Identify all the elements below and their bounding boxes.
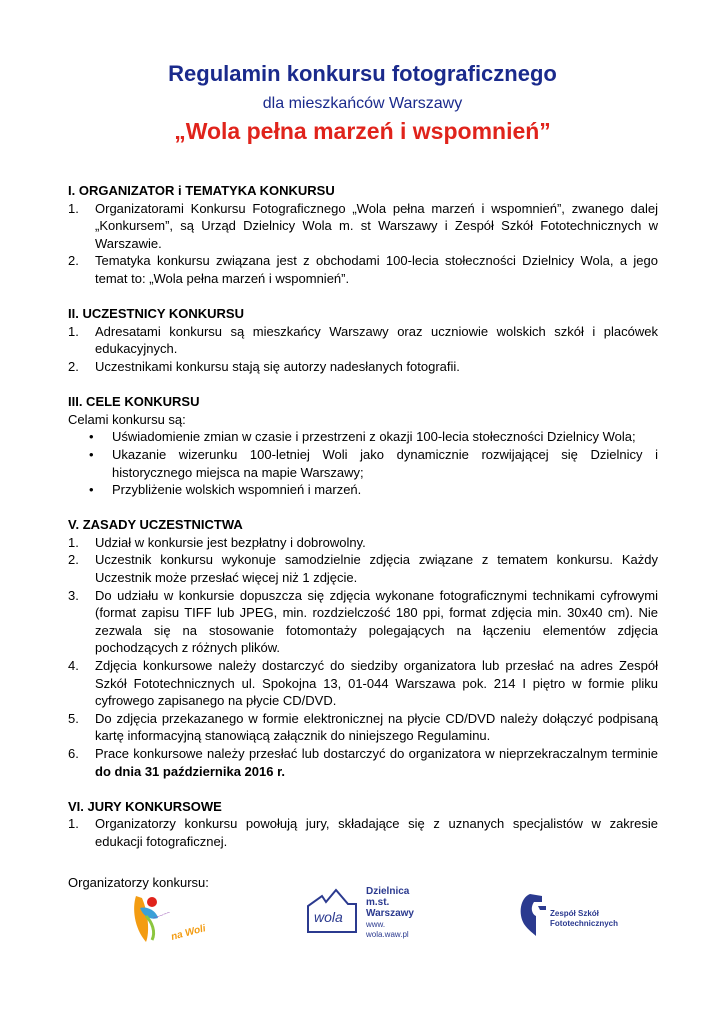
bullet-icon: •	[89, 482, 94, 498]
item-number: 4.	[68, 658, 79, 674]
logo2-line: wola.waw.pl	[366, 930, 409, 939]
item-number: 6.	[68, 746, 79, 761]
section-heading: I. ORGANIZATOR i TEMATYKA KONKURSU	[68, 183, 335, 198]
list-item	[68, 534, 658, 552]
logo2-line: www.	[366, 920, 386, 929]
list-item	[68, 323, 658, 358]
item-text: Tematyka konkursu związana jest z obchodami 100-lecia stołeczności Dzielnicy Wola, a jego temat to: „Wola pełna marzeń i wspomnień”.	[95, 253, 658, 286]
page-subtitle: dla mieszkańców Warszawy	[262, 95, 463, 112]
page-title: Regulamin konkursu fotograficznego	[168, 61, 557, 86]
item-number: 1.	[68, 323, 79, 339]
section-heading: II. UCZESTNICY KONKURSU	[68, 306, 244, 322]
zsf-emblem	[521, 894, 542, 936]
goals-list	[68, 428, 658, 498]
list-item	[68, 657, 658, 710]
item-text: Uczestnik konkursu wykonuje samodzielnie zdjęcia związane z tematem konkursu. Każdy Uczestnik może przesłać więcej niż 1 zdjęcie.	[95, 552, 658, 586]
bullet-icon: •	[89, 429, 94, 445]
logo2-line: Warszawy	[366, 908, 414, 919]
logo2-line: m.st.	[366, 897, 390, 908]
logo-shape-red	[147, 897, 157, 907]
section-heading: III. CELE KONKURSU	[68, 394, 200, 410]
zsf-emblem-detail	[538, 906, 546, 910]
wola-mark-text: wola	[314, 909, 343, 925]
list-item	[68, 358, 658, 376]
deadline-text: do dnia 31 października 2016 r.	[95, 763, 286, 779]
organizers-label: Organizatorzy konkursu:	[68, 875, 209, 890]
item-number: 2.	[68, 358, 79, 374]
item-text: Prace konkursowe należy przesłać lub dostarczyć do organizatora w nieprzekraczalnym terminie	[95, 746, 658, 761]
bullet-item	[68, 428, 658, 446]
section-list	[68, 200, 658, 288]
bullet-item	[68, 481, 658, 499]
item-number: 3.	[68, 587, 79, 603]
item-text: Zdjęcia konkursowe należy dostarczyć do siedziby organizatora lub przesłać na adres Zespół Szkół Fototechnicznych ul. Spokojna 13, 01-044 Warszawa pok. 214 I piętro w formie pliku cyfrowego zapisanego na płycie CD/DVD.	[95, 658, 658, 709]
logo2-line: Dzielnica	[366, 886, 410, 897]
item-number: 1.	[68, 534, 79, 550]
list-item	[68, 587, 658, 657]
logo3-line: Fototechnicznych	[550, 919, 619, 928]
item-text: Organizatorami Konkursu Fotograficznego „Wola pełna marzeń i wspomnień”, zwanego dalej „Konkursem”, są Urząd Dzielnicy Wola m. st Warszawy i Zespół Szkół Fototechnicznych w Warszawie.	[95, 200, 658, 251]
logo3-line: Zespół Szkół	[550, 909, 599, 918]
bullet-text: Przybliżenie wolskich wspomnień i marzeń.	[112, 482, 362, 498]
list-item	[68, 745, 658, 780]
item-text: Udział w konkursie jest bezpłatny i dobrowolny.	[95, 534, 366, 550]
bullet-text: Ukazanie wizerunku 100-letniej Woli jako dynamicznie rozwijającej się Dzielnicy i historycznego miejsca na mapie Warszawy;	[112, 446, 658, 480]
section-list	[68, 815, 658, 850]
logo-decor-letters: ~~~~~	[152, 910, 172, 922]
item-text: Organizatorzy konkursu powołują jury, składające się z uznanych specjalistów w zakresie edukacji fotograficznej.	[95, 816, 658, 849]
list-item	[68, 252, 658, 287]
section-intro: Celami konkursu są:	[68, 411, 186, 427]
item-text: Uczestnikami konkursu stają się autorzy nadesłanych fotografii.	[95, 358, 460, 374]
regulation-body	[68, 182, 658, 851]
section-heading: V. ZASADY UCZESTNICTWA	[68, 517, 243, 533]
item-text: Do zdjęcia przekazanego w formie elektronicznej na płycie CD/DVD należy dołączyć podpisaną kartę informacyjną stanowiącą załącznik do niniejszego Regulaminu.	[95, 710, 658, 744]
logo-shape-orange	[134, 896, 148, 942]
bullet-text: Uświadomienie zmian w czasie i przestrzeni z okazji 100-lecia stołeczności Dzielnicy Wola;	[112, 429, 636, 445]
bullet-icon: •	[89, 446, 94, 462]
item-text: Do udziału w konkursie dopuszcza się zdjęcia wykonane fotograficznymi technikami cyfrowymi (format zapisu TIFF lub JPEG, min. rozdzielczość 180 ppi, format zdjęcia min. 30x40 cm). Nie zezwala się na stosowanie fotomontaży polegających na łączeniu elementów zdjęcia pochodzących z różnych plików.	[95, 587, 658, 656]
wola-district-logo	[300, 882, 450, 944]
list-item	[68, 710, 658, 745]
section-list	[68, 534, 658, 780]
section-heading: VI. JURY KONKURSOWE	[68, 798, 222, 814]
list-item	[68, 815, 658, 850]
item-number: 2.	[68, 552, 79, 568]
item-number: 1.	[68, 200, 79, 216]
bullet-item	[68, 446, 658, 481]
item-number: 5.	[68, 710, 79, 726]
item-number: 2.	[68, 253, 79, 269]
zsf-school-logo	[516, 890, 626, 940]
list-item	[68, 200, 658, 253]
contest-name: „Wola pełna marzeń i wspomnień”	[174, 118, 551, 144]
list-item	[68, 551, 658, 586]
section-list	[68, 323, 658, 376]
item-text: Adresatami konkursu są mieszkańcy Warszawy oraz uczniowie wolskich szkół i placówek edukacyjnych.	[95, 323, 658, 357]
logo1-text: na Woli	[169, 923, 207, 943]
item-number: 1.	[68, 816, 79, 832]
na-woli-logo	[126, 888, 216, 948]
